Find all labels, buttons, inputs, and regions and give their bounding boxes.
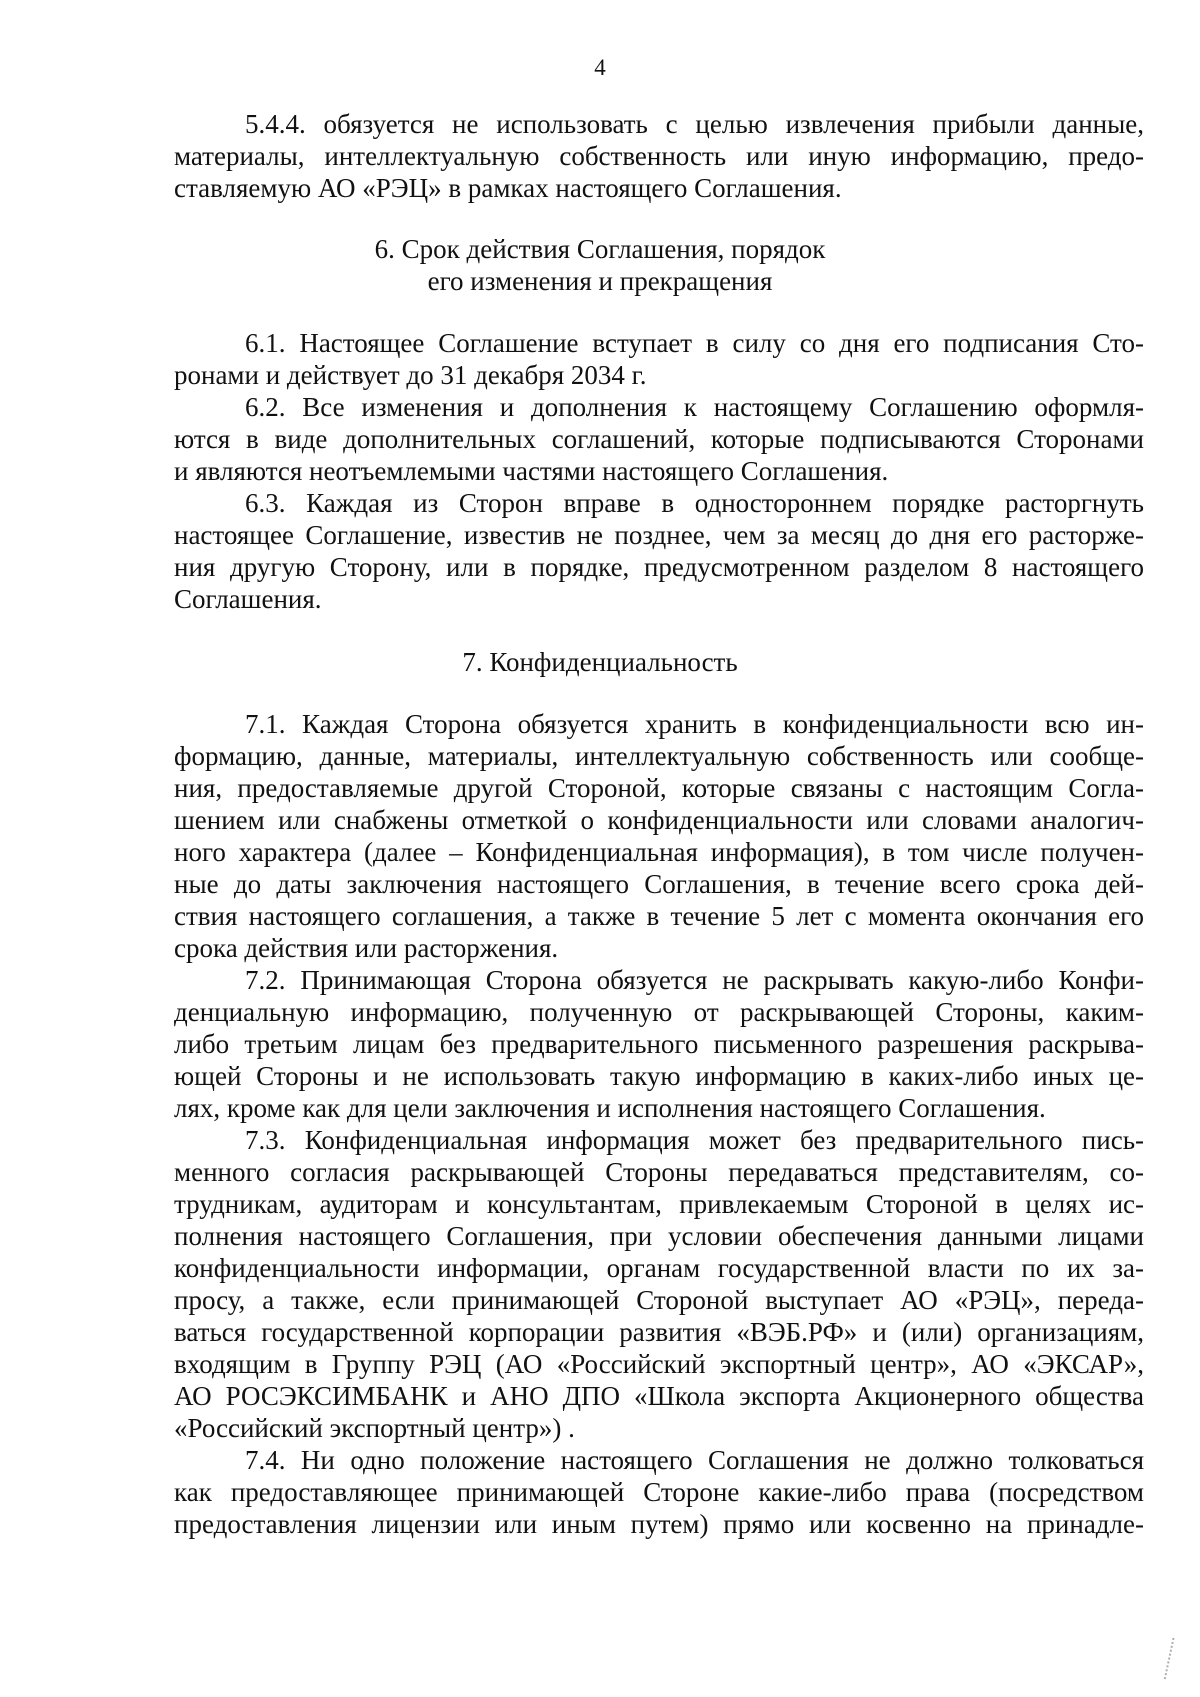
paragraph-7-3-line: трудникам, аудиторам и консультантам, привлекаемым Стороной в целях ис- <box>174 1189 1144 1219</box>
paragraph-7-3-line: полнения настоящего Соглашения, при условии обеспечения данными лицами <box>174 1221 1144 1251</box>
paragraph-7-1-line: ния, предоставляемые другой Стороной, которые связаны с настоящим Согла- <box>174 773 1144 803</box>
paragraph-7-2-line: ющей Стороны и не использовать такую информацию в каких-либо иных це- <box>174 1061 1144 1091</box>
paragraph-7-1-line: срока действия или расторжения. <box>174 933 559 963</box>
paragraph-6-2-line: ются в виде дополнительных соглашений, которые подписываются Сторонами <box>174 424 1144 454</box>
page-number: 4 <box>594 55 606 80</box>
paragraph-7-3-line: АО РОСЭКСИМБАНК и АНО ДПО «Школа экспорта Акционерного общества <box>174 1381 1144 1411</box>
paragraph-5-4-4-line: ставляемую АО «РЭЦ» в рамках настоящего Соглашения. <box>174 173 842 203</box>
paragraph-6-3-line: ния другую Сторону, или в порядке, предусмотренном разделом 8 настоящего <box>174 552 1144 582</box>
paragraph-7-4-line: 7.4. Ни одно положение настоящего Соглашения не должно толковаться <box>245 1445 1144 1475</box>
section-6-heading: его изменения и прекращения <box>427 266 773 296</box>
paragraph-7-1-line: формацию, данные, материалы, интеллектуальную собственность или сообще- <box>174 741 1144 771</box>
paragraph-7-1-line: ные до даты заключения настоящего Соглашения, в течение всего срока дей- <box>174 869 1144 899</box>
paragraph-7-2-line: либо третьим лицам без предварительного письменного разрешения раскрыва- <box>174 1029 1144 1059</box>
paragraph-6-3-line: настоящее Соглашение, известив не позднее, чем за месяц до дня его расторже- <box>174 520 1144 550</box>
scan-artifact-mark <box>1164 1638 1188 1682</box>
paragraph-7-3-line: «Российский экспортный центр») . <box>174 1413 575 1443</box>
paragraph-6-1-line: ронами и действует до 31 декабря 2034 г. <box>174 360 647 390</box>
paragraph-7-2-line: лях, кроме как для цели заключения и исполнения настоящего Соглашения. <box>174 1093 1046 1123</box>
paragraph-6-1-line: 6.1. Настоящее Соглашение вступает в силу со дня его подписания Сто- <box>245 328 1144 358</box>
paragraph-7-3-line: 7.3. Конфиденциальная информация может без предварительного пись- <box>245 1125 1144 1155</box>
paragraph-7-4-line: предоставления лицензии или иным путем) прямо или косвенно на принадле- <box>174 1509 1144 1539</box>
paragraph-6-3-line: 6.3. Каждая из Сторон вправе в одностороннем порядке расторгнуть <box>245 488 1144 518</box>
paragraph-7-3-line: просу, а также, если принимающей Стороной выступает АО «РЭЦ», переда- <box>174 1285 1144 1315</box>
paragraph-7-1-line: ствия настоящего соглашения, а также в течение 5 лет с момента окончания его <box>174 901 1144 931</box>
paragraph-7-3-line: менного согласия раскрывающей Стороны передаваться представителям, со- <box>174 1157 1144 1187</box>
paragraph-6-3-line: Соглашения. <box>174 584 322 614</box>
paragraph-7-2-line: 7.2. Принимающая Сторона обязуется не раскрывать какую-либо Конфи- <box>245 965 1144 995</box>
paragraph-7-1-line: шением или снабжены отметкой о конфиденциальности или словами аналогич- <box>174 805 1144 835</box>
paragraph-6-2-line: 6.2. Все изменения и дополнения к настоящему Соглашению оформля- <box>245 392 1144 422</box>
paragraph-5-4-4-line: 5.4.4. обязуется не использовать с целью извлечения прибыли данные, <box>245 109 1144 139</box>
paragraph-7-3-line: конфиденциальности информации, органам государственной власти по их за- <box>174 1253 1144 1283</box>
paragraph-7-4-line: как предоставляющее принимающей Стороне какие-либо права (посредством <box>174 1477 1144 1507</box>
paragraph-6-2-line: и являются неотъемлемыми частями настоящего Соглашения. <box>174 456 889 486</box>
paragraph-7-1-line: ного характера (далее – Конфиденциальная информация), в том числе получен- <box>174 837 1144 867</box>
section-6-heading: 6. Срок действия Соглашения, порядок <box>374 234 826 264</box>
section-7-heading: 7. Конфиденциальность <box>462 647 738 677</box>
paragraph-7-3-line: ваться государственной корпорации развития «ВЭБ.РФ» и (или) организациям, <box>174 1317 1144 1347</box>
paragraph-7-3-line: входящим в Группу РЭЦ (АО «Российский экспортный центр», АО «ЭКСАР», <box>174 1349 1144 1379</box>
paragraph-7-1-line: 7.1. Каждая Сторона обязуется хранить в конфиденциальности всю ин- <box>245 709 1144 739</box>
paragraph-5-4-4-line: материалы, интеллектуальную собственность или иную информацию, предо- <box>174 141 1144 171</box>
paragraph-7-2-line: денциальную информацию, полученную от раскрывающей Стороны, каким- <box>174 997 1144 1027</box>
